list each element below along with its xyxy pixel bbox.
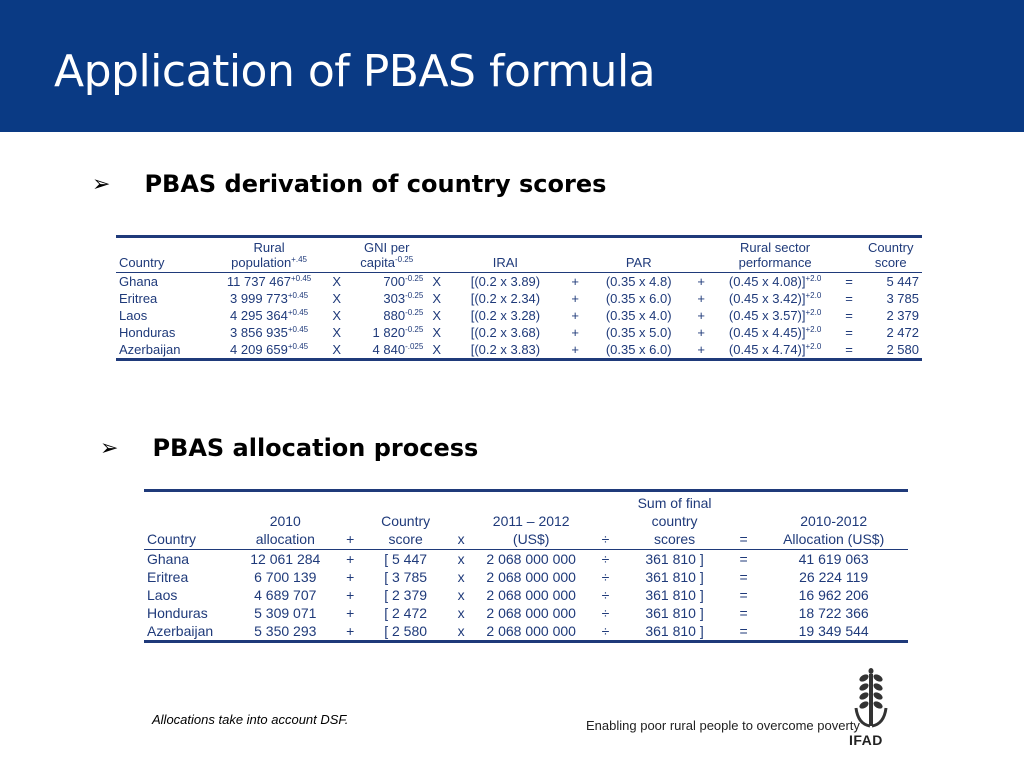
header-alloc-line1: 2010 [269, 513, 301, 529]
bullet-allocation-process [100, 434, 478, 462]
cell-rural-population: 4 295 $364^{+0.45}$ [230, 308, 309, 323]
bullet-arrow-icon: ➢ [100, 435, 119, 461]
table-row [144, 550, 908, 569]
cell-gni: $880^{-0.25}$ [383, 308, 424, 323]
cell-sum-final-scores: 361 810 ] [645, 569, 704, 585]
header-rural-line1: Rural [253, 240, 285, 255]
header-sum-line3: scores [653, 531, 696, 547]
cell-x: x [457, 605, 465, 621]
table-row [116, 341, 922, 360]
cell-rural-population: 3 856 $935^{+0.45}$ [230, 325, 309, 340]
cell-equals: = [845, 308, 853, 323]
cell-period-amount: 2 068 000 000 [486, 605, 576, 621]
cell-equals: = [845, 291, 853, 306]
cell-country: Ghana [147, 551, 190, 567]
header-result-allocation [759, 491, 908, 550]
cell-operator: + [697, 274, 705, 289]
cell-equals: = [845, 274, 853, 289]
cell-operator: + [571, 342, 579, 357]
cell-country-score: 2 472 [886, 325, 919, 340]
cell-x: x [457, 623, 465, 639]
cell-rural-population: 4 209 $659^{+0.45}$ [230, 342, 309, 357]
cell-country-score: 5 447 [886, 274, 919, 289]
bullet-allocation-process-text: PBAS allocation process [152, 434, 479, 462]
cell-operator: X [432, 274, 442, 289]
cell-country: Honduras [147, 605, 208, 621]
header-x: x [450, 491, 473, 550]
cell-equals: = [739, 587, 748, 603]
cell-operator: + [697, 308, 705, 323]
table-row [144, 622, 908, 642]
cell-operator: X [432, 308, 442, 323]
table-row [116, 273, 922, 291]
cell-result-allocation: 16 962 206 [798, 587, 869, 603]
table-header-row [144, 491, 908, 550]
header-result-line2: Allocation (US$) [783, 531, 885, 547]
cell-par: (0.35 x 6.0) [605, 291, 672, 306]
cell-operator: X [432, 291, 442, 306]
cell-divide: ÷ [601, 569, 610, 585]
cell-sum-final-scores: 361 810 ] [645, 551, 704, 567]
slide-title: Application of PBAS formula [54, 46, 656, 97]
cell-divide: ÷ [601, 605, 610, 621]
header-2010-allocation [232, 491, 339, 550]
table-header-row [116, 237, 922, 273]
cell-equals: = [739, 569, 748, 585]
table-row [144, 568, 908, 586]
cell-rural-population: 3 999 $773^{+0.45}$ [230, 291, 309, 306]
cell-country-score: [ 2 472 [384, 605, 428, 621]
cell-country: Azerbaijan [119, 342, 181, 357]
cell-period-amount: 2 068 000 000 [486, 587, 576, 603]
cell-sum-final-scores: 361 810 ] [645, 605, 704, 621]
header-blank [839, 237, 860, 273]
cell-operator: X [332, 308, 342, 323]
cell-operator: + [697, 291, 705, 306]
cell-rural-sector-performance: (0.45 x 4.08)]$^{+2.0}$ [728, 274, 822, 289]
cell-period-amount: 2 068 000 000 [486, 623, 576, 639]
cell-par: (0.35 x 4.8) [605, 274, 672, 289]
header-gni-line1: GNI per [363, 240, 410, 255]
cell-operator: X [432, 325, 442, 340]
cell-country: Laos [147, 587, 178, 603]
cell-country: Azerbaijan [147, 623, 214, 639]
cell-sum-final-scores: 361 810 ] [645, 587, 704, 603]
cell-gni: 1 $820^{-0.25}$ [372, 325, 424, 340]
cell-irai: [(0.2 x 3.83) [470, 342, 541, 357]
header-sum-line2: country [651, 513, 698, 529]
header-score-line2: score [388, 531, 423, 547]
cell-country: Ghana [119, 274, 159, 289]
table-row [116, 290, 922, 307]
header-equals: = [728, 491, 759, 550]
table-row [116, 324, 922, 341]
cell-divide: ÷ [601, 551, 610, 567]
cell-country-score: [ 2 379 [384, 587, 428, 603]
header-rsp-line2: performance [738, 255, 812, 270]
header-alloc-line2: allocation [255, 531, 315, 547]
cell-period-amount: 2 068 000 000 [486, 569, 576, 585]
cell-country-score: [ 2 580 [384, 623, 428, 639]
cell-result-allocation: 41 619 063 [798, 551, 869, 567]
cell-country-score: [ 5 447 [384, 551, 428, 567]
header-period-line1: 2011 – 2012 [492, 513, 570, 529]
cell-irai: [(0.2 x 2.34) [470, 291, 541, 306]
cell-2010-allocation: 5 309 071 [254, 605, 317, 621]
cell-par: (0.35 x 4.0) [605, 308, 672, 323]
bullet-country-scores-text: PBAS derivation of country scores [144, 170, 607, 198]
header-blank [564, 237, 587, 273]
cell-operator: + [571, 291, 579, 306]
cell-plus: + [346, 605, 355, 621]
cell-par: (0.35 x 6.0) [605, 342, 672, 357]
cell-operator: X [332, 325, 342, 340]
header-rural-line2: population [231, 255, 292, 270]
header-gni [347, 237, 426, 273]
header-score-line1: Country [381, 513, 431, 529]
table-row [144, 586, 908, 604]
cell-plus: + [346, 587, 355, 603]
cell-gni: 4 $840^{-.025}$ [372, 342, 424, 357]
header-rural-population [212, 237, 327, 273]
cell-divide: ÷ [601, 587, 610, 603]
header-sum-line1: Sum of final [637, 495, 712, 511]
cell-operator: + [571, 325, 579, 340]
cell-result-allocation: 26 224 119 [799, 569, 869, 585]
cell-operator: X [432, 342, 442, 357]
cell-x: x [457, 551, 465, 567]
cell-plus: + [346, 569, 355, 585]
ifad-logo-text: IFAD [849, 732, 883, 748]
cell-country-score: [ 3 785 [384, 569, 428, 585]
cell-gni: $700^{-0.25}$ [383, 274, 424, 289]
cell-irai: [(0.2 x 3.28) [470, 308, 541, 323]
cell-sum-final-scores: 361 810 ] [645, 623, 704, 639]
header-rural-sector-performance [712, 237, 839, 273]
header-country-score [859, 237, 922, 273]
cell-rural-sector-performance: (0.45 x 4.45)]$^{+2.0}$ [728, 325, 822, 340]
header-period [473, 491, 590, 550]
bullet-country-scores [92, 170, 606, 198]
cell-result-allocation: 18 722 366 [798, 605, 869, 621]
title-banner [0, 0, 1024, 132]
bullet-arrow-icon: ➢ [92, 171, 111, 197]
cell-2010-allocation: 4 689 707 [254, 587, 317, 603]
cell-x: x [457, 569, 465, 585]
header-country: Country [144, 491, 232, 550]
cell-rural-sector-performance: (0.45 x 4.74)]$^{+2.0}$ [728, 342, 822, 357]
cell-rural-sector-performance: (0.45 x 3.57)]$^{+2.0}$ [728, 308, 822, 323]
header-country-score [362, 491, 450, 550]
country-scores-table [116, 235, 922, 361]
cell-country: Honduras [119, 325, 176, 340]
header-gni-exponent: -0.25 [394, 255, 414, 264]
cell-2010-allocation: 12 061 284 [250, 551, 321, 567]
cell-operator: + [697, 325, 705, 340]
cell-operator: + [571, 274, 579, 289]
cell-equals: = [739, 551, 748, 567]
cell-operator: X [332, 291, 342, 306]
header-period-line2: (US$) [512, 531, 550, 547]
cell-operator: X [332, 274, 342, 289]
cell-country-score: 2 580 [886, 342, 919, 357]
header-result-line1: 2010-2012 [800, 513, 868, 529]
cell-plus: + [346, 623, 355, 639]
cell-operator: X [332, 342, 342, 357]
header-plus: + [339, 491, 362, 550]
cell-gni: $303^{-0.25}$ [383, 291, 424, 306]
cell-equals: = [845, 342, 853, 357]
cell-plus: + [346, 551, 355, 567]
cell-equals: = [739, 605, 748, 621]
cell-2010-allocation: 6 700 139 [254, 569, 317, 585]
header-irai: IRAI [447, 237, 564, 273]
cell-equals: = [845, 325, 853, 340]
cell-country: Eritrea [147, 569, 189, 585]
cell-operator: + [571, 308, 579, 323]
cell-rural-population: 11 737 $467^{+0.45}$ [226, 274, 312, 289]
header-sum-final-scores [621, 491, 728, 550]
header-gni-line2: capita [360, 255, 395, 270]
header-par: PAR [587, 237, 691, 273]
cell-country-score: 3 785 [886, 291, 919, 306]
cell-x: x [457, 587, 465, 603]
table-row [144, 604, 908, 622]
header-score-line1: Country [867, 240, 914, 255]
table-row [116, 307, 922, 324]
header-rural-exponent: +.45 [291, 255, 307, 264]
cell-par: (0.35 x 5.0) [605, 325, 672, 340]
cell-divide: ÷ [601, 623, 610, 639]
header-country: Country [116, 237, 212, 273]
cell-country: Laos [119, 308, 148, 323]
cell-operator: + [697, 342, 705, 357]
header-divide: ÷ [590, 491, 621, 550]
allocation-table [144, 489, 908, 643]
dsf-footnote: Allocations take into account DSF. [152, 712, 349, 727]
cell-rural-sector-performance: (0.45 x 3.42)]$^{+2.0}$ [728, 291, 822, 306]
cell-irai: [(0.2 x 3.68) [470, 325, 541, 340]
cell-country: Eritrea [119, 291, 158, 306]
header-blank [326, 237, 347, 273]
header-blank [691, 237, 712, 273]
ifad-tagline: Enabling poor rural people to overcome poverty [586, 718, 860, 733]
header-rsp-line1: Rural sector [740, 240, 811, 255]
cell-country-score: 2 379 [886, 308, 919, 323]
cell-period-amount: 2 068 000 000 [486, 551, 576, 567]
cell-result-allocation: 19 349 544 [798, 623, 869, 639]
header-score-line2: score [874, 255, 907, 270]
cell-2010-allocation: 5 350 293 [254, 623, 317, 639]
cell-irai: [(0.2 x 3.89) [470, 274, 541, 289]
cell-equals: = [739, 623, 748, 639]
header-blank [426, 237, 447, 273]
